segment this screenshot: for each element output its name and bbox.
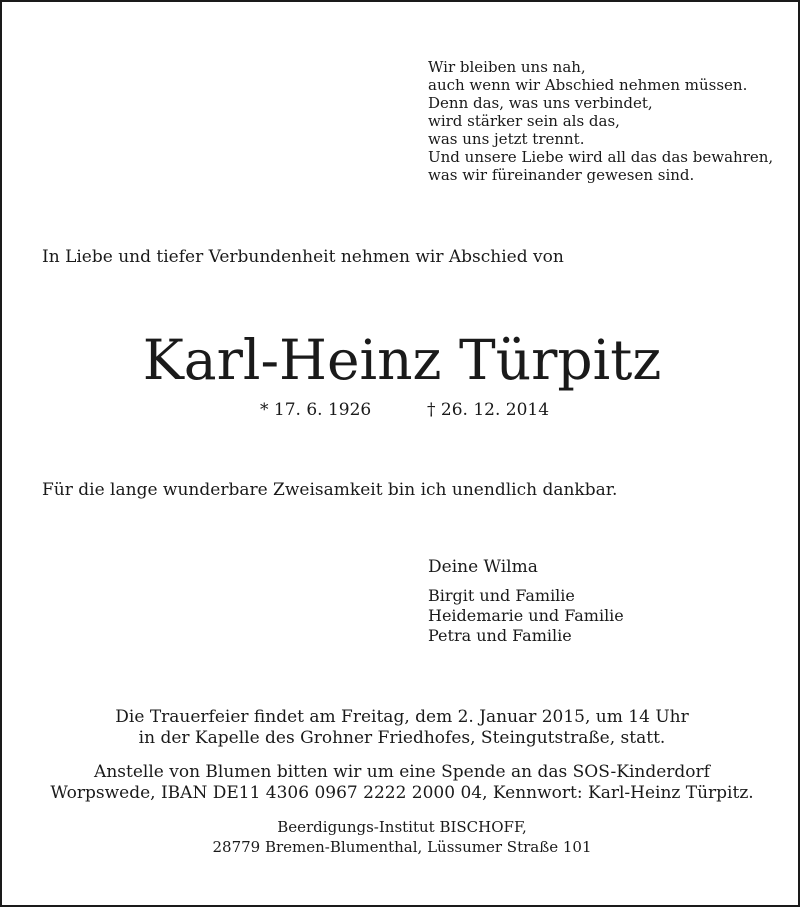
intro-text: In Liebe und tiefer Verbundenheit nehmen wir Abschied von bbox=[42, 247, 564, 267]
undertaker-line: 28779 Bremen-Blumenthal, Lüssumer Straße 101 bbox=[212, 838, 592, 856]
donation-info bbox=[2, 762, 800, 804]
poem-line: Wir bleiben uns nah, bbox=[428, 58, 586, 76]
donation-line: Worpswede, IBAN DE11 4306 0967 2222 2000 04, Kennwort: Karl-Heinz Türpitz. bbox=[50, 783, 754, 803]
ceremony-line: Die Trauerfeier findet am Freitag, dem 2. Januar 2015, um 14 Uhr bbox=[115, 707, 689, 727]
mourner-item: Birgit und Familie bbox=[428, 586, 575, 605]
mourner-item: Heidemarie und Familie bbox=[428, 606, 624, 625]
undertaker-line: Beerdigungs-Institut BISCHOFF, bbox=[277, 818, 527, 836]
poem bbox=[428, 58, 773, 184]
poem-line: was uns jetzt trennt. bbox=[428, 130, 585, 148]
poem-line: wird stärker sein als das, bbox=[428, 112, 620, 130]
thanks-text: Für die lange wunderbare Zweisamkeit bin ich unendlich dankbar. bbox=[42, 480, 618, 500]
poem-line: auch wenn wir Abschied nehmen müssen. bbox=[428, 76, 748, 94]
deceased-name: Karl-Heinz Türpitz bbox=[142, 328, 662, 392]
death-date: † 26. 12. 2014 bbox=[427, 400, 550, 420]
ceremony-line: in der Kapelle des Grohner Friedhofes, Steingutstraße, statt. bbox=[138, 728, 666, 748]
donation-line: Anstelle von Blumen bitten wir um eine Spende an das SOS-Kinderdorf bbox=[94, 762, 710, 782]
ceremony-info bbox=[2, 707, 800, 749]
poem-line: Denn das, was uns verbindet, bbox=[428, 94, 653, 112]
mourner-item: Petra und Familie bbox=[428, 626, 572, 645]
mourner-list bbox=[428, 586, 624, 646]
birth-date: * 17. 6. 1926 bbox=[260, 400, 372, 420]
undertaker-info bbox=[2, 817, 800, 857]
primary-mourner: Deine Wilma bbox=[428, 557, 538, 577]
poem-line: Und unsere Liebe wird all das das bewahren, bbox=[428, 148, 774, 166]
poem-line: was wir füreinander gewesen sind. bbox=[428, 166, 695, 184]
